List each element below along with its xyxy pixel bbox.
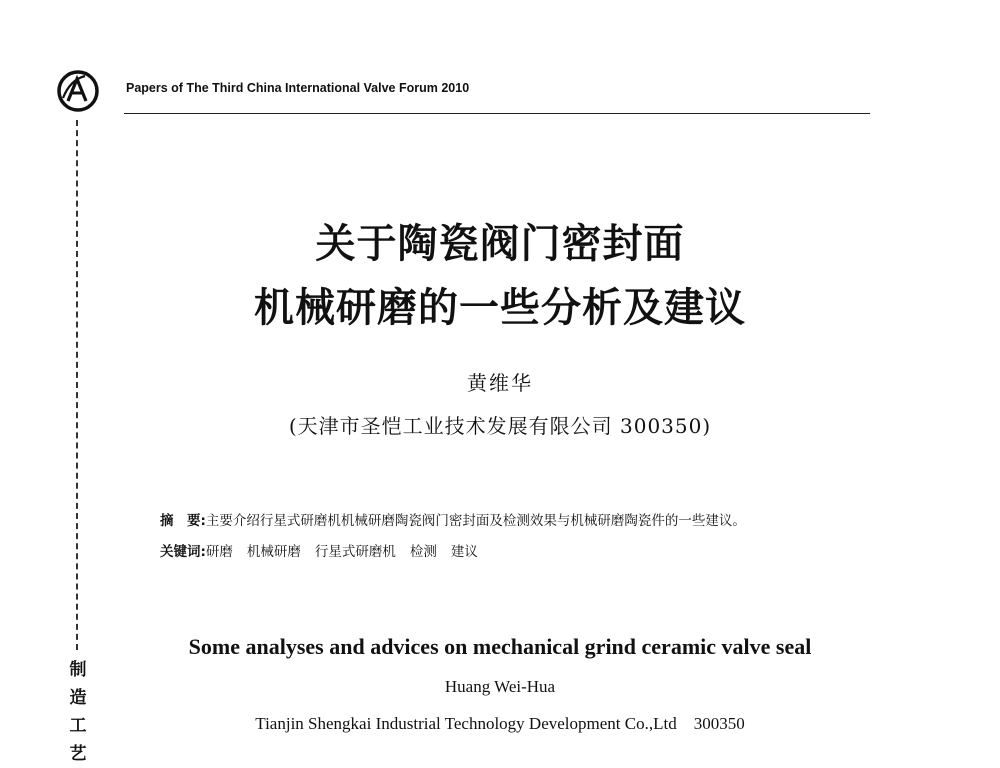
abstract-block bbox=[124, 505, 876, 569]
keyword: 检测 bbox=[409, 544, 437, 560]
side-char: 造 bbox=[69, 688, 87, 708]
side-char: 艺 bbox=[69, 744, 87, 764]
author-affiliation: (天津市圣恺工业技术发展有限公司 300350) bbox=[288, 414, 712, 438]
abstract-text: 主要介绍行星式研磨机机械研磨陶瓷阀门密封面及检测效果与机械研磨陶瓷件的一些建议。 bbox=[205, 513, 746, 529]
abstract-label: 摘 要: bbox=[160, 513, 206, 529]
english-title: Some analyses and advices on mechanical grind ceramic valve seal bbox=[188, 634, 812, 659]
valve-forum-logo-icon bbox=[55, 68, 101, 114]
keyword: 研磨 bbox=[205, 544, 233, 560]
keywords-label: 关键词: bbox=[160, 544, 206, 560]
author-name: 黄维华 bbox=[467, 371, 533, 395]
side-dashed-rule bbox=[76, 120, 78, 650]
paper-title-line-1: 关于陶瓷阀门密封面 bbox=[315, 220, 685, 267]
keyword: 建议 bbox=[450, 544, 478, 560]
english-author: Huang Wei-Hua bbox=[444, 677, 556, 696]
side-char: 工 bbox=[69, 716, 87, 736]
keyword: 机械研磨 bbox=[246, 544, 301, 560]
english-affiliation: Tianjin Shengkai Industrial Technology Development Co.,Ltd 300350 bbox=[255, 714, 745, 733]
paper-title-line-2: 机械研磨的一些分析及建议 bbox=[254, 284, 746, 331]
abstract-paragraph bbox=[124, 505, 876, 538]
keywords-row bbox=[124, 536, 876, 569]
keyword: 行星式研磨机 bbox=[314, 544, 396, 560]
section-side-label bbox=[66, 656, 90, 768]
running-header: Papers of The Third China International Valve Forum 2010 bbox=[126, 81, 470, 95]
side-char: 制 bbox=[69, 660, 87, 680]
header-divider bbox=[124, 113, 870, 114]
